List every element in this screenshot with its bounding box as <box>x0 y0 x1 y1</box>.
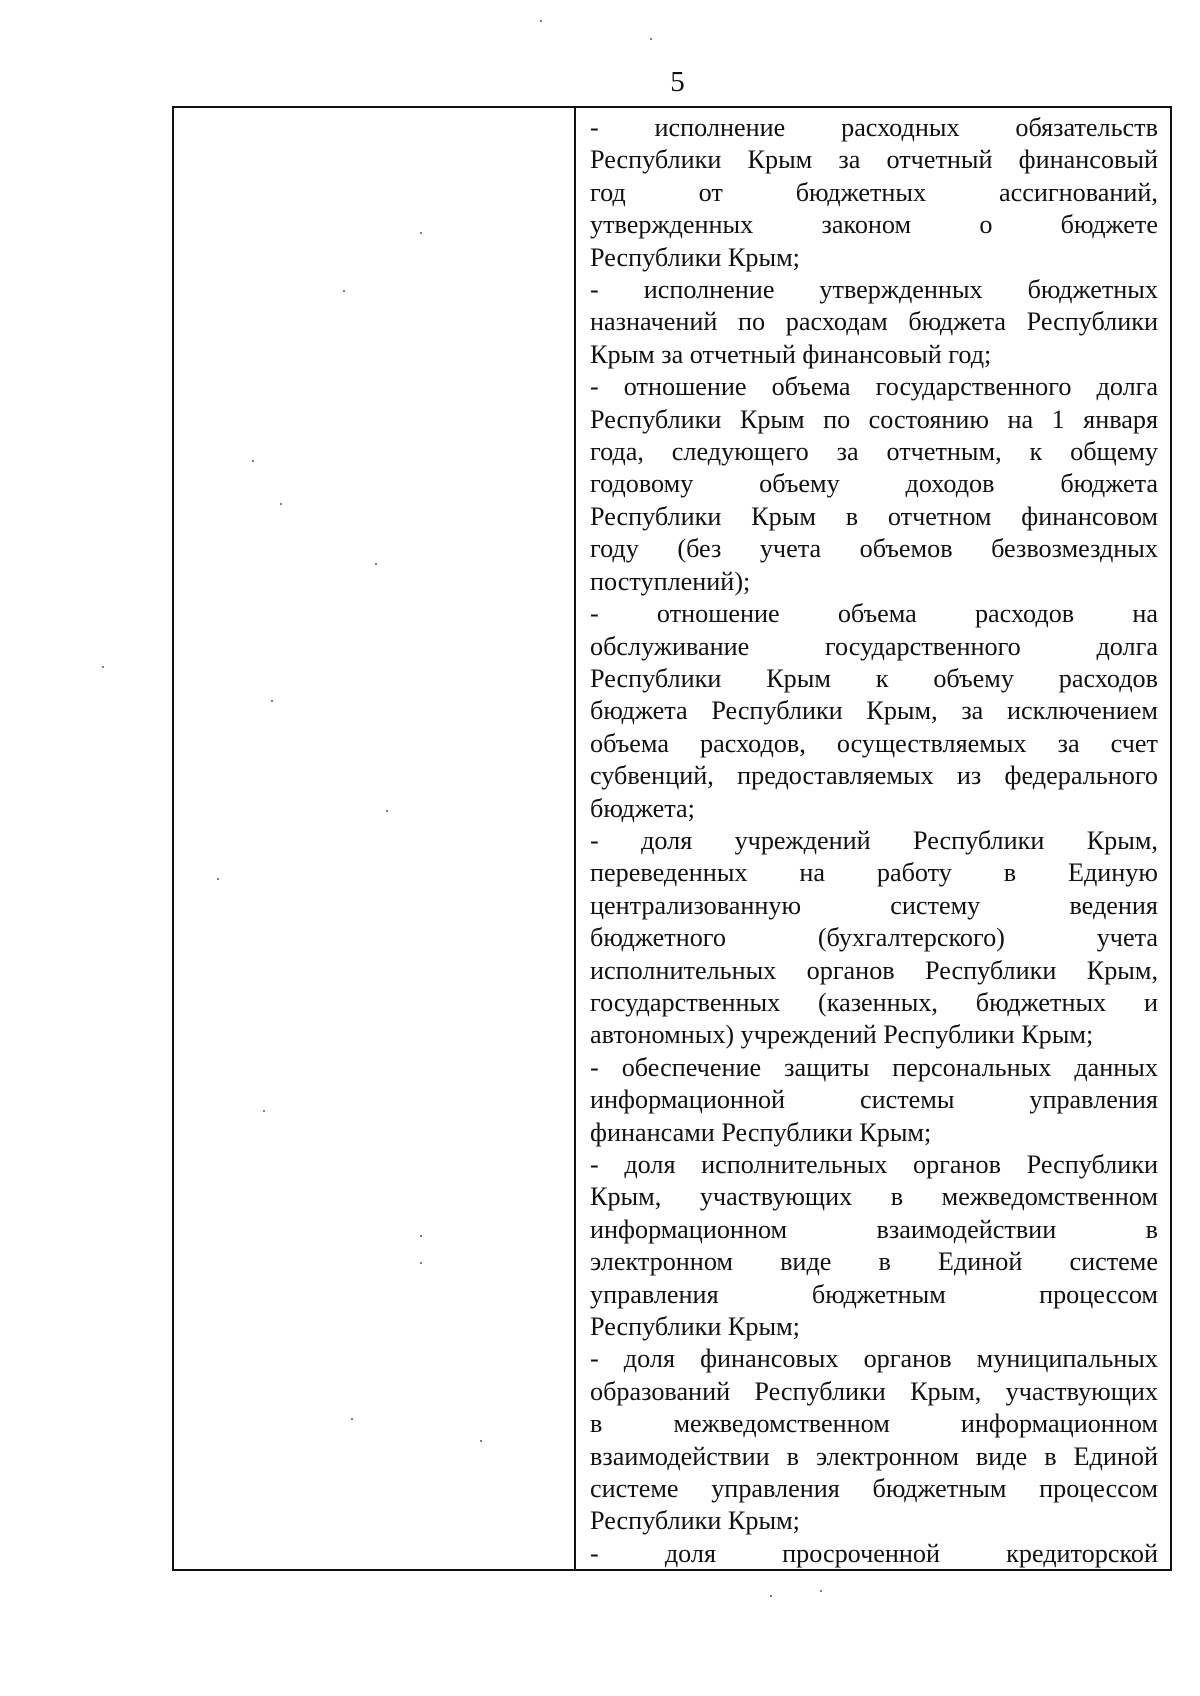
text-line: поступлений); <box>590 566 751 596</box>
document-table <box>172 106 1172 1571</box>
word: - <box>590 113 599 142</box>
text-line: году (без учета объемов безвозмездных <box>590 534 1158 564</box>
text-line: автономных) учреждений Республики Крым; <box>590 1020 1094 1050</box>
word: расходных <box>841 113 960 142</box>
word: процессом <box>1039 1279 1158 1309</box>
word: Республики <box>590 663 722 693</box>
word: информационной <box>590 1085 786 1115</box>
word: в <box>590 1409 603 1439</box>
word: бюджетных <box>795 177 927 207</box>
text-line <box>590 825 1158 857</box>
text-line: бюджета; <box>590 793 695 823</box>
text-line <box>590 112 1158 144</box>
word: Крым <box>766 663 831 693</box>
text-line: Республики Крым; <box>590 1312 800 1342</box>
word: в <box>1003 858 1017 888</box>
word: объема <box>837 599 917 629</box>
text-line <box>590 890 1158 922</box>
word: бюджетного <box>590 923 726 953</box>
scan-speck <box>386 810 388 812</box>
word: учреждений <box>734 825 871 855</box>
text-line: образований Республики Крым, участвующих <box>590 1376 1158 1406</box>
scan-speck <box>420 232 422 234</box>
word: к <box>875 663 889 693</box>
word: годовому <box>590 469 694 499</box>
text-line: Крым за отчетный финансовый год; <box>590 339 992 369</box>
text-line: - доля исполнительных органов Республики <box>590 1150 1158 1179</box>
word: управления <box>1029 1085 1158 1115</box>
word: взаимодействии <box>876 1214 1057 1244</box>
text-line: Республики Крым за отчетный финансовый <box>590 145 1158 175</box>
text-line: субвенций, предоставляемых из федерального <box>590 761 1158 791</box>
word: ведения <box>1069 890 1158 920</box>
text-line: бюджета Республики Крым, за исключением <box>590 696 1158 726</box>
word: обслуживание <box>590 631 750 661</box>
text-line: года, следующего за отчетным, к общему <box>590 437 1158 467</box>
word: в <box>878 1247 891 1277</box>
word: (бухгалтерского) <box>817 923 1005 953</box>
word: объему <box>759 469 840 499</box>
word: Крым, <box>1086 825 1158 855</box>
text-line: Республики Крым по состоянию на 1 января <box>590 404 1158 434</box>
text-line <box>590 857 1158 889</box>
scan-speck <box>252 460 254 462</box>
word: исполнение <box>654 113 786 142</box>
word: Единую <box>1067 858 1158 888</box>
text-line <box>590 1538 1158 1569</box>
text-line: финансами Республики Крым; <box>590 1117 932 1147</box>
table-left-column <box>174 108 576 1569</box>
word: межведомственном <box>673 1409 890 1439</box>
scan-speck <box>271 700 273 702</box>
word: информационном <box>590 1214 788 1244</box>
text-line <box>590 1408 1158 1440</box>
scan-speck <box>217 878 219 880</box>
word: Республики <box>912 825 1045 855</box>
word: электронном <box>590 1247 733 1277</box>
word: государственного <box>824 631 1021 661</box>
word: от <box>698 177 723 207</box>
text-line: государственных (казенных, бюджетных и <box>590 987 1158 1017</box>
list-item <box>590 1149 1158 1343</box>
text-line <box>590 598 1158 630</box>
text-line: - обеспечение защиты персональных данных <box>590 1052 1158 1082</box>
text-line: Республики Крым; <box>590 242 800 272</box>
word: бюджета <box>1060 469 1158 499</box>
text-line: Крым, участвующих в межведомственном <box>590 1182 1158 1212</box>
word: системе <box>1069 1247 1158 1277</box>
list-item <box>590 371 1158 598</box>
word: долга <box>1096 631 1158 661</box>
text-line: назначений по расходам бюджета Республики <box>590 307 1158 337</box>
text-line: взаимодействии в электронном виде в Единой <box>590 1441 1158 1471</box>
text-line <box>590 1246 1158 1278</box>
text-line: - отношение объема государственного долга <box>590 372 1158 402</box>
text-line <box>590 1084 1158 1116</box>
word: систему <box>890 890 981 920</box>
text-line <box>590 922 1158 954</box>
scan-speck <box>102 666 104 668</box>
list-item <box>590 1538 1158 1569</box>
word: исполнение <box>643 275 775 305</box>
list-item <box>590 1052 1158 1149</box>
word: обязательств <box>1015 113 1158 142</box>
scan-speck <box>375 563 377 565</box>
word: - <box>590 275 599 305</box>
scan-speck <box>770 1595 772 1597</box>
list-item <box>590 274 1158 371</box>
scan-speck <box>480 1440 482 1442</box>
scan-speck <box>351 1418 353 1420</box>
text-line: исполнительных органов Республики Крым, <box>590 955 1158 985</box>
word: расходов <box>974 599 1075 629</box>
word: бюджете <box>1060 210 1158 240</box>
text-line <box>590 1279 1158 1311</box>
word: доля <box>664 1538 717 1568</box>
word: утвержденных <box>590 210 754 240</box>
text-line: системе управления бюджетным процессом <box>590 1474 1158 1504</box>
scan-speck <box>280 503 282 505</box>
word: утвержденных <box>819 275 983 305</box>
word: просроченной <box>782 1538 941 1568</box>
list-item <box>590 112 1158 274</box>
scan-speck <box>263 1110 265 1112</box>
word: переведенных <box>590 858 748 888</box>
text-line <box>590 274 1158 306</box>
word: доля <box>641 825 693 855</box>
word: кредиторской <box>1006 1538 1158 1568</box>
scan-speck <box>820 1590 822 1592</box>
text-line: объема расходов, осуществляемых за счет <box>590 728 1158 758</box>
text-line <box>590 468 1158 500</box>
word: бюджетных <box>1027 275 1158 305</box>
word: работу <box>876 858 952 888</box>
word: Единой <box>937 1247 1023 1277</box>
text-line <box>590 177 1158 209</box>
word: на <box>1132 599 1158 629</box>
word: объему <box>933 663 1014 693</box>
scan-speck <box>650 38 652 40</box>
scan-speck <box>420 1262 422 1264</box>
text-line: Республики Крым в отчетном финансовом <box>590 501 1158 531</box>
text-line <box>590 631 1158 663</box>
word: информационном <box>960 1409 1158 1439</box>
word: ассигнований, <box>999 177 1158 207</box>
scan-speck <box>420 1235 422 1237</box>
word: - <box>590 599 599 629</box>
word: на <box>799 858 826 888</box>
text-line: Республики Крым; <box>590 1506 800 1536</box>
word: законом <box>821 210 912 240</box>
word: в <box>1145 1214 1158 1244</box>
word: виде <box>780 1247 832 1277</box>
word: отношение <box>656 599 780 629</box>
word: расходов <box>1058 663 1158 693</box>
word: централизованную <box>590 890 802 920</box>
word: о <box>979 210 993 240</box>
text-line <box>590 209 1158 241</box>
word: - <box>590 1538 599 1568</box>
table-right-column <box>576 108 1170 1569</box>
word: учета <box>1096 923 1158 953</box>
page-number: 5 <box>670 66 685 98</box>
text-line: - доля финансовых органов муниципальных <box>590 1344 1158 1374</box>
text-line <box>590 663 1158 695</box>
scan-speck <box>343 290 345 292</box>
word: доходов <box>905 469 995 499</box>
word: системы <box>859 1085 955 1115</box>
text-line <box>590 1214 1158 1246</box>
scan-speck <box>540 20 542 22</box>
list-item <box>590 1343 1158 1537</box>
word: управления <box>590 1279 719 1309</box>
list-item <box>590 825 1158 1052</box>
word: бюджетным <box>811 1279 946 1309</box>
word: год <box>590 177 626 207</box>
word: - <box>590 825 599 855</box>
list-item <box>590 598 1158 825</box>
